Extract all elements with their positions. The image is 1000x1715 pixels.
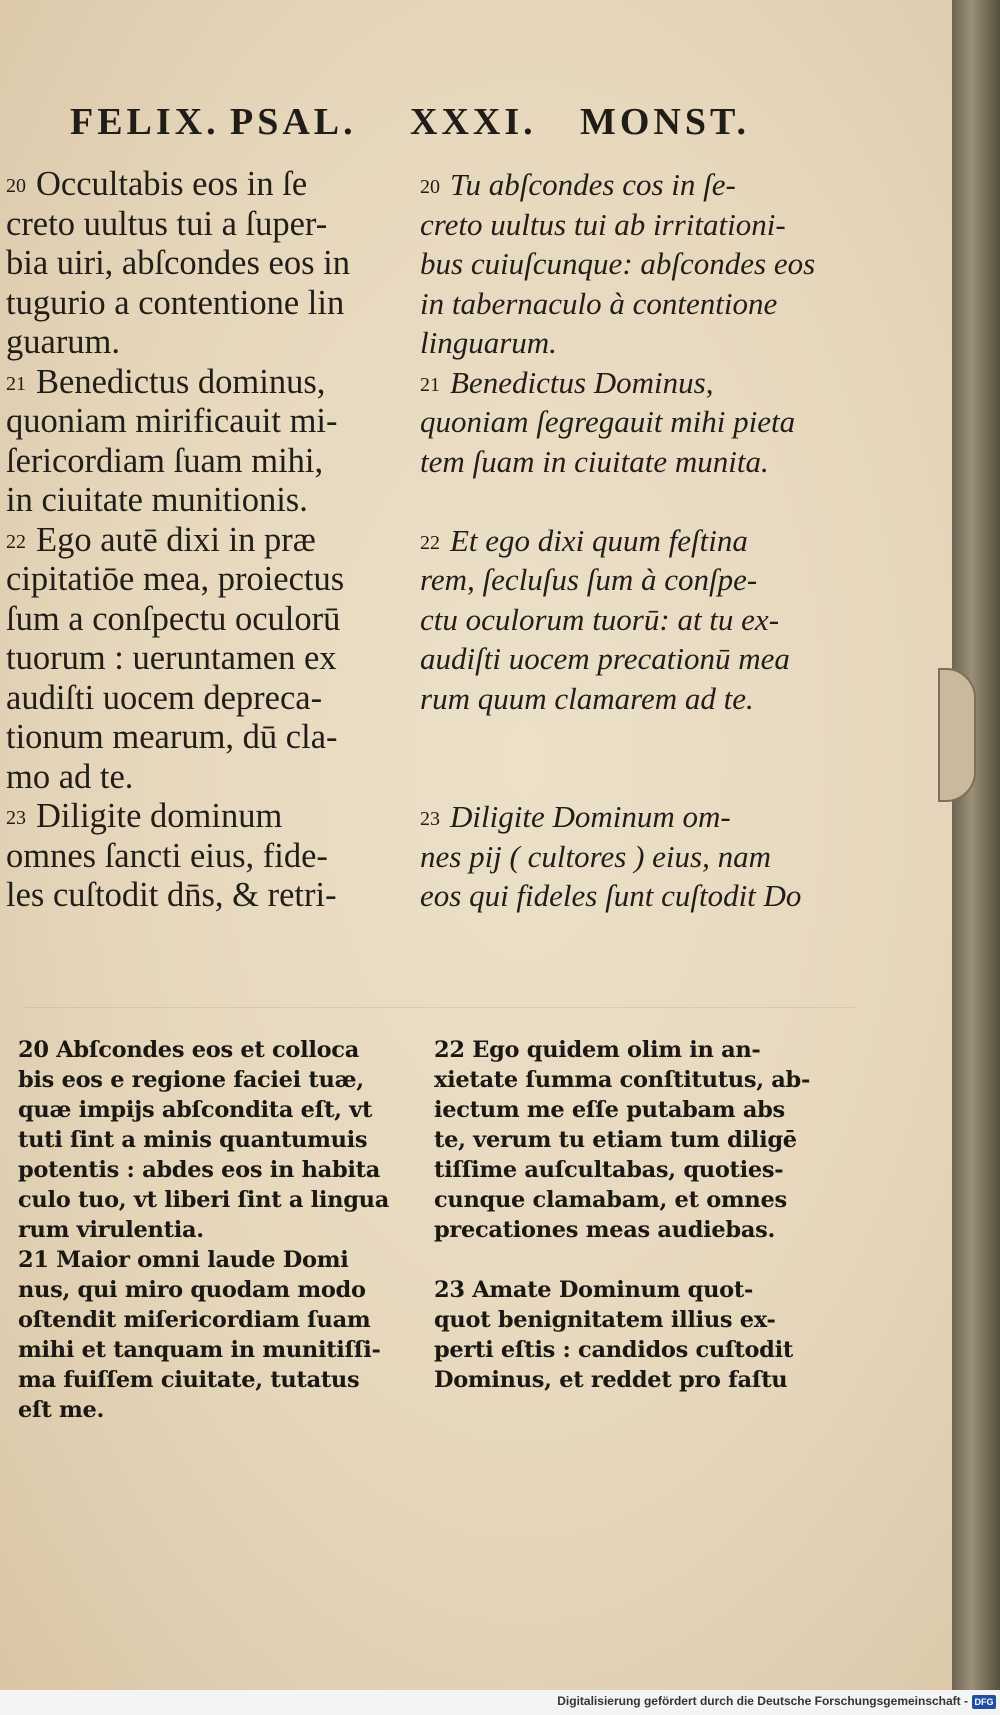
- verse-line: [420, 481, 840, 521]
- verse-line: [6, 323, 416, 363]
- verse-text: rum quum clamarem ad te.: [420, 680, 754, 716]
- paraphrase-line: nus, qui miro quodam modo: [18, 1277, 366, 1303]
- verse-text: Benedictus dominus,: [36, 362, 326, 401]
- verse-text: audiſti uocem precationū mea: [420, 641, 790, 676]
- verse-line: [420, 718, 840, 758]
- paraphrase-line: oſtendit miſericordiam ſuam: [18, 1307, 371, 1333]
- verse-text: guarum.: [6, 323, 121, 361]
- verse-line: [420, 679, 840, 719]
- verse-line: [6, 363, 416, 403]
- paraphrase-line: tiſſime auſcultabas, quoties-: [434, 1157, 784, 1183]
- verse-number: 21: [6, 372, 26, 395]
- verse-line: [6, 481, 416, 521]
- verse-text: ſum a conſpectu oculorū: [6, 599, 341, 638]
- header-right: MONST.: [580, 101, 751, 143]
- verse-number: 20: [420, 176, 440, 199]
- verse-line: [420, 560, 840, 600]
- verse-text: Diligite Dominum om-: [450, 799, 731, 834]
- verse-text: cipitatiōe mea, proiectus: [6, 560, 345, 598]
- verse-number: 23: [420, 808, 440, 831]
- paraphrase-line: cunque clamabam, et omnes: [434, 1187, 787, 1213]
- verse-text: Diligite dominum: [36, 797, 283, 835]
- running-header: [60, 100, 920, 150]
- verse-text: tuorum : ueruntamen ex: [6, 639, 337, 677]
- verse-text: tugurio a contentione lin: [6, 283, 345, 322]
- verse-line: [420, 402, 840, 442]
- paraphrase-line: [434, 1245, 854, 1275]
- verse-text: eos qui fideles ſunt cuſtodit Do: [420, 878, 802, 913]
- paraphrase-line: ma fuiſſem ciuitate, tutatus: [18, 1367, 360, 1393]
- footer-bar: [0, 1690, 1000, 1715]
- verse-line: [6, 284, 416, 324]
- verse-number: 23: [6, 807, 26, 830]
- paraphrase-line: eſt me.: [18, 1397, 105, 1423]
- verse-line: [420, 639, 840, 679]
- paraphrase-line: 23 Amate Dominum quot-: [434, 1277, 753, 1303]
- verse-line: [6, 402, 416, 442]
- verse-text: audiſti uocem depreca-: [6, 678, 323, 717]
- verse-text: ſericordiam ſuam mihi,: [6, 441, 324, 480]
- verse-text: Et ego dixi quum feſtina: [450, 522, 748, 558]
- verse-number: 20: [6, 175, 26, 198]
- paraphrase-line: precationes meas audiebas.: [434, 1217, 776, 1243]
- verse-text: les cuſtodit dn̄s, & retri-: [6, 876, 337, 914]
- verse-line: [6, 718, 416, 758]
- verse-line: [6, 244, 416, 284]
- verse-line: [6, 758, 416, 798]
- verse-text: rem, ſecluſus ſum à conſpe-: [420, 562, 758, 597]
- verse-line: [420, 876, 840, 916]
- verse-line: [420, 837, 840, 877]
- header-numeral: XXXI.: [410, 101, 537, 143]
- verse-number: 21: [420, 373, 440, 396]
- verse-line: [6, 600, 416, 640]
- verse-text: Occultabis eos in ſe: [36, 165, 308, 203]
- verse-text: Benedictus Dominus,: [450, 364, 714, 400]
- page-edge: [952, 0, 1000, 1690]
- verse-text: bia uiri, abſcondes eos in: [6, 244, 350, 282]
- paraphrase-line: 21 Maior omni laude Domi: [18, 1247, 349, 1273]
- verse-line: [420, 600, 840, 640]
- verse-text: in tabernaculo à contentione: [420, 285, 778, 321]
- paraphrase-line: perti eſtis : candidos cuſtodit: [434, 1337, 793, 1363]
- verse-line: [420, 442, 840, 482]
- verse-line: [420, 165, 840, 205]
- verse-line: [420, 244, 840, 284]
- verse-text: Ego autē dixi in præ: [36, 520, 316, 559]
- paraphrase-line: te, verum tu etiam tum diligē: [434, 1127, 797, 1153]
- verse-line: [6, 639, 416, 679]
- verse-line: [420, 521, 840, 561]
- footer-credit: Digitalisierung gefördert durch die Deutsche Forschungsgemeinschaft -: [557, 1694, 968, 1708]
- verse-line: [6, 876, 416, 916]
- paraphrase-line: bis eos e regione faciei tuæ,: [18, 1067, 364, 1093]
- verse-text: nes pij ( cultores ) eius, nam: [420, 838, 771, 874]
- verse-line: [6, 165, 416, 205]
- dfg-logo: DFG: [972, 1695, 996, 1709]
- verse-text: quoniam ſegregauit mihi pieta: [420, 404, 796, 439]
- verse-line: [6, 837, 416, 877]
- verse-line: [6, 205, 416, 245]
- paraphrase-line: Dominus, et reddet pro faſtu: [434, 1367, 788, 1393]
- verse-line: [6, 560, 416, 600]
- section-divider: [25, 1007, 855, 1008]
- paraphrase-line: quot benignitatem illius ex-: [434, 1307, 776, 1333]
- verse-text: tionum mearum, dū cla-: [6, 718, 338, 756]
- verse-text: omnes ſancti eius, fide-: [6, 836, 328, 875]
- paraphrase-line: iectum me eſſe putabam abs: [434, 1097, 785, 1123]
- verse-line: [420, 205, 840, 245]
- verse-text: tem ſuam in ciuitate munita.: [420, 443, 769, 479]
- latin-column-translation: [420, 165, 840, 916]
- paraphrase-line: xietate ſumma conſtitutus, ab-: [434, 1067, 811, 1093]
- header-psal: PSAL.: [230, 101, 357, 143]
- verse-text: ctu oculorum tuorū: at tu ex-: [420, 601, 780, 637]
- paraphrase-line: quæ impijs abſcondita eſt, vt: [18, 1097, 373, 1123]
- verse-line: [420, 758, 840, 798]
- verse-line: [6, 521, 416, 561]
- verse-number: 22: [6, 530, 26, 553]
- paraphrase-line: potentis : abdes eos in habita: [18, 1157, 380, 1183]
- verse-line: [420, 363, 840, 403]
- verse-text: mo ad te.: [6, 757, 134, 796]
- verse-line: [6, 679, 416, 719]
- paraphrase-line: mihi et tanquam in munitiſſi-: [18, 1337, 381, 1363]
- verse-text: Tu abſcondes cos in ſe-: [450, 167, 736, 202]
- paraphrase-line: culo tuo, vt liberi ſint a lingua: [18, 1187, 389, 1213]
- paraphrase-line: rum virulentia.: [18, 1217, 204, 1243]
- latin-column-vulgate: [6, 165, 416, 916]
- paraphrase-line: 22 Ego quidem olim in an-: [434, 1037, 761, 1063]
- verse-line: [6, 797, 416, 837]
- verse-text: in ciuitate munitionis.: [6, 481, 308, 519]
- paraphrase-column-left: [18, 1035, 428, 1425]
- verse-line: [6, 442, 416, 482]
- verse-text: creto uultus tui a ſuper-: [6, 204, 328, 243]
- verse-text: creto uultus tui ab irritationi-: [420, 206, 786, 242]
- verse-text: bus cuiuſcunque: abſcondes eos: [420, 246, 816, 281]
- verse-line: [420, 284, 840, 324]
- paraphrase-line: 20 Abſcondes eos et colloca: [18, 1037, 359, 1063]
- page-tab: [938, 668, 976, 802]
- verse-number: 22: [420, 531, 440, 554]
- header-left: FELIX.: [70, 101, 220, 143]
- verse-line: [420, 323, 840, 363]
- verse-text: quoniam mirificauit mi-: [6, 402, 338, 440]
- verse-line: [420, 797, 840, 837]
- verse-text: linguarum.: [420, 325, 557, 360]
- paraphrase-column-right: [434, 1035, 854, 1395]
- paraphrase-line: tuti ſint a minis quantumuis: [18, 1127, 368, 1153]
